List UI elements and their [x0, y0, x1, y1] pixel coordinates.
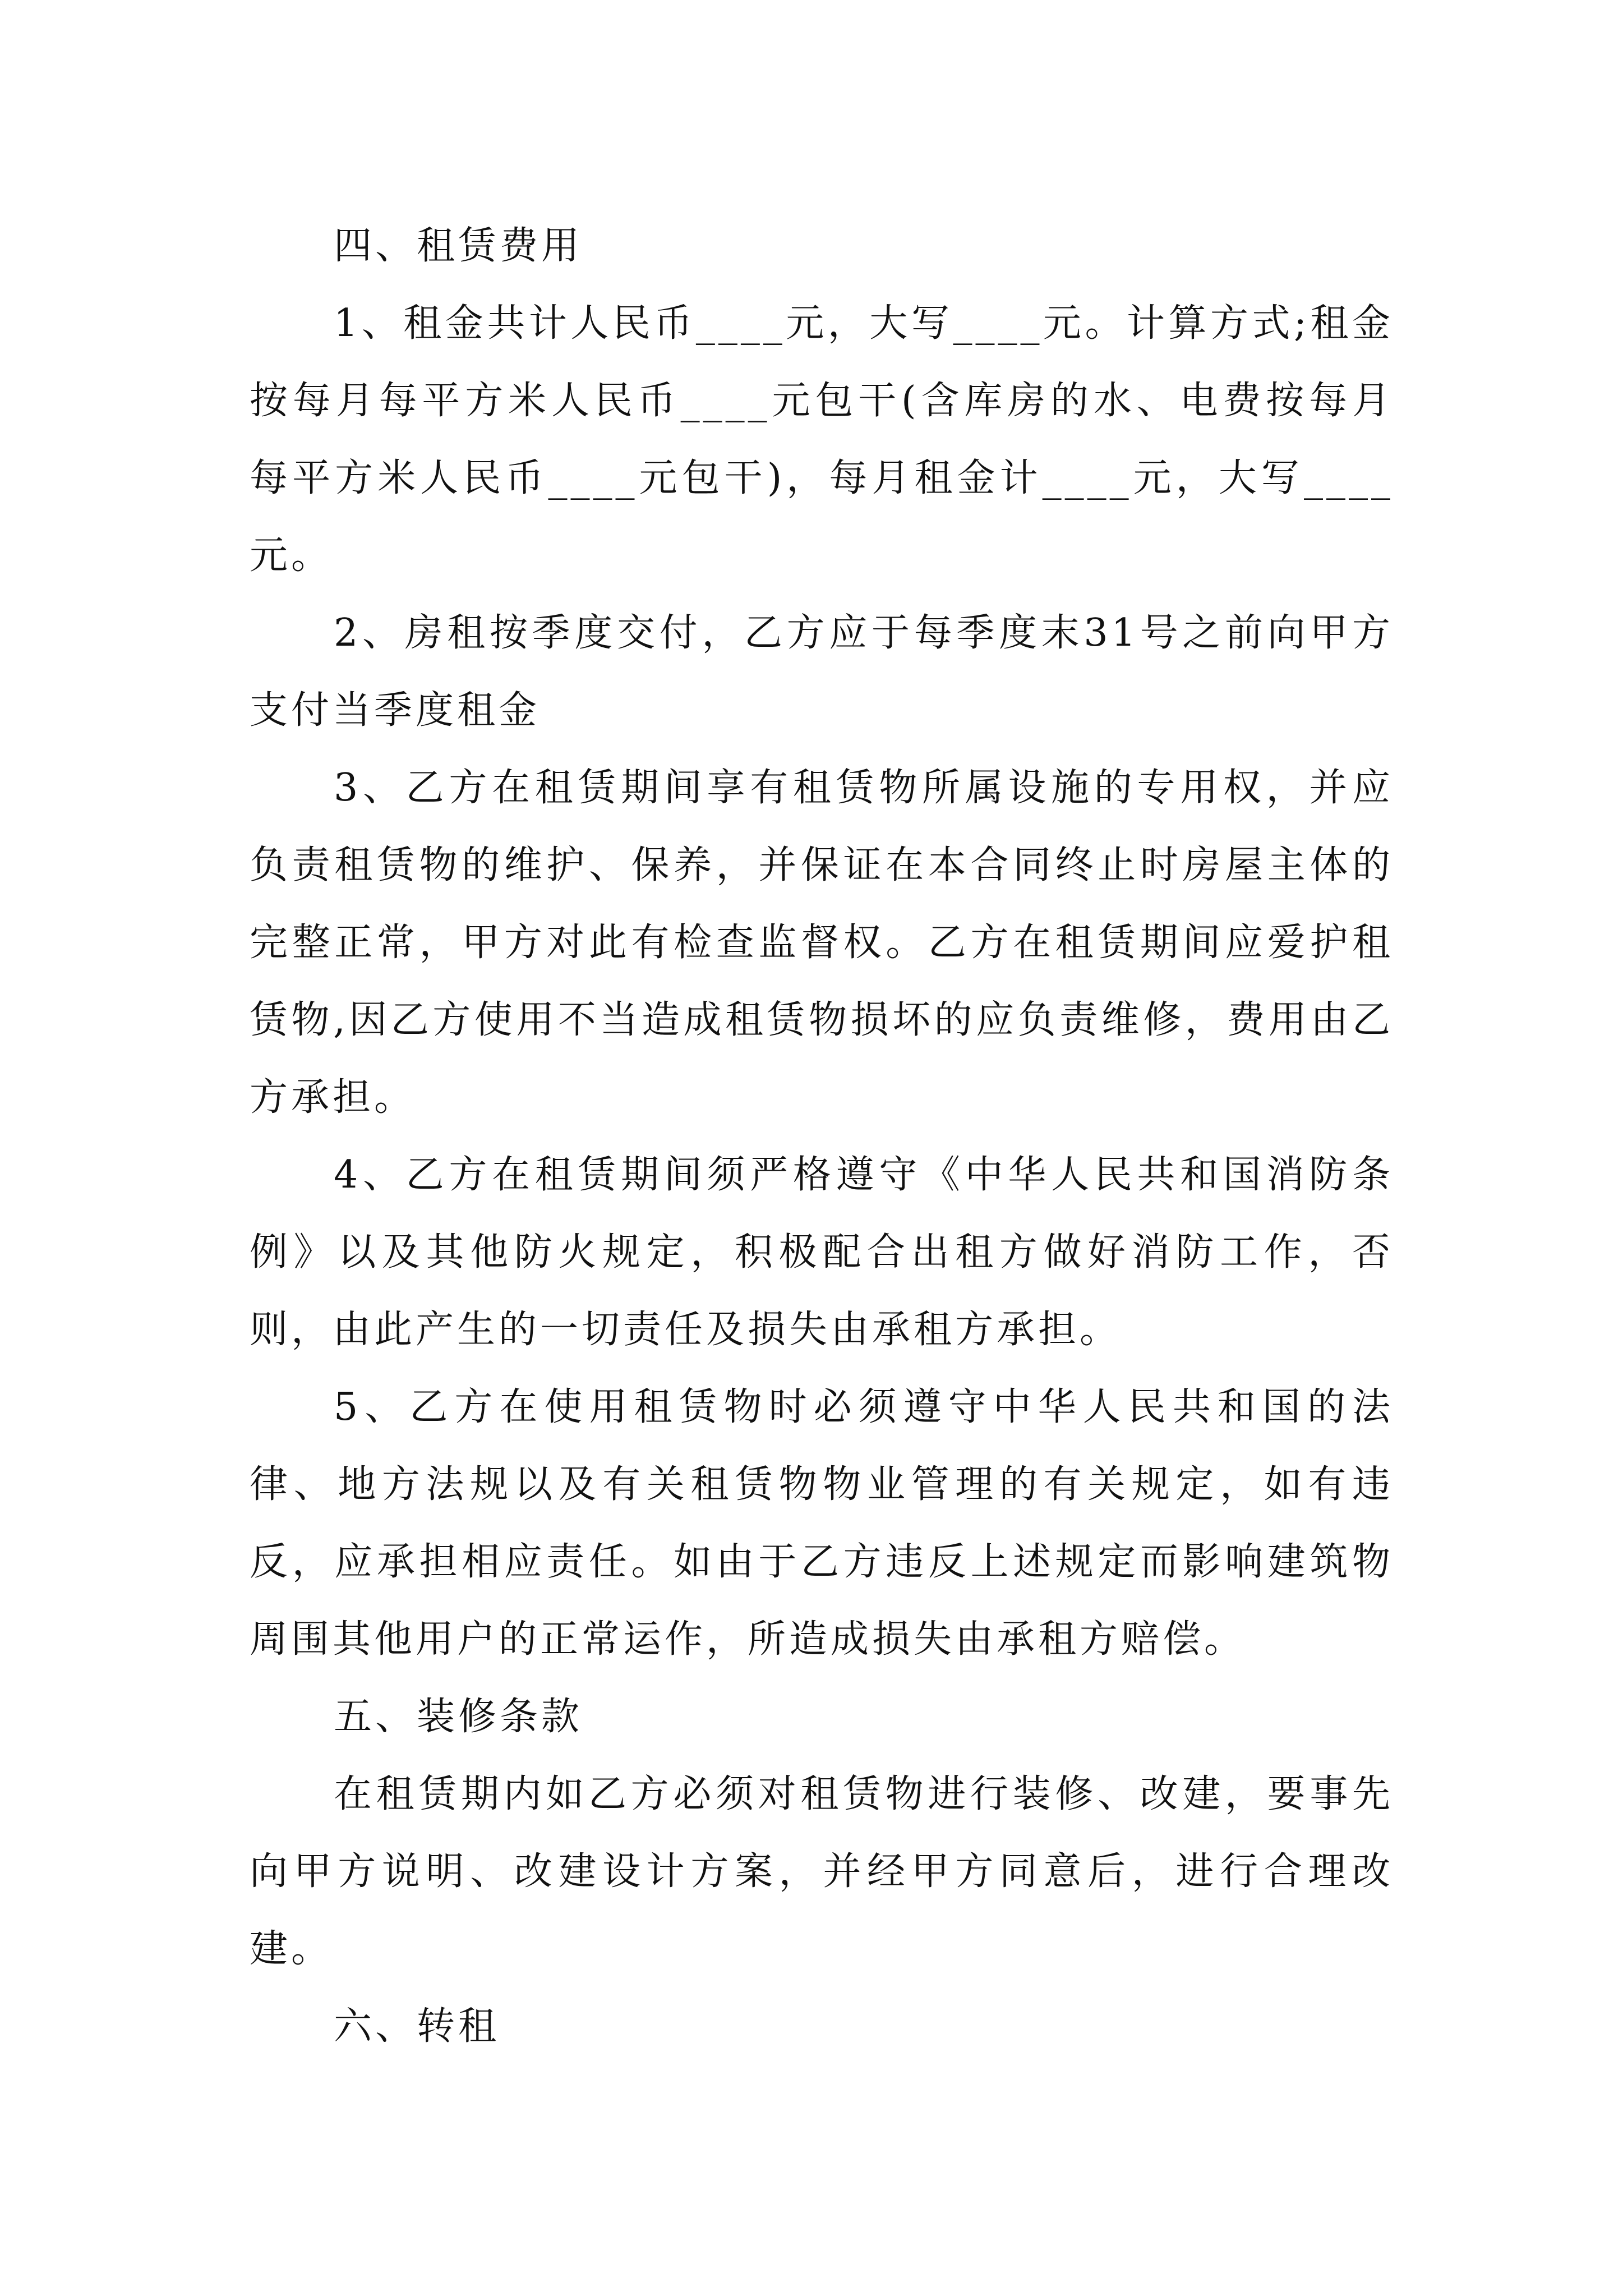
- section-heading-renovation: 五、装修条款: [334, 1695, 583, 1739]
- paragraph-rent-amount: 1、租金共计人民币____元，大写____元。计算方式;租金按每月每平方米人民币____元包干(含库房的水、电费按每月每平方米人民币____元包干)，每月租金计____元，大写____元。: [250, 301, 1394, 578]
- document-body: [250, 208, 1394, 2065]
- paragraph-fire-safety: 4、乙方在租赁期间须严格遵守《中华人民共和国消防条例》以及其他防火规定，积极配合出租方做好消防工作，否则，由此产生的一切责任及损失由承租方承担。: [250, 1153, 1394, 1352]
- paragraph-maintenance: 3、乙方在租赁期间享有租赁物所属设施的专用权，并应负责租赁物的维护、保养，并保证在本合同终止时房屋主体的完整正常，甲方对此有检查监督权。乙方在租赁期间应爱护租赁物,因乙方使用不当造成租赁物损坏的应负责维修，费用由乙方承担。: [250, 766, 1394, 1120]
- section-heading-sublease: 六、转租: [334, 2004, 500, 2049]
- paragraph-payment-schedule: 2、房租按季度交付，乙方应于每季度末31号之前向甲方支付当季度租金: [250, 611, 1394, 733]
- paragraph-legal-compliance: 5、乙方在使用租赁物时必须遵守中华人民共和国的法律、地方法规以及有关租赁物物业管理的有关规定，如有违反，应承担相应责任。如由于乙方违反上述规定而影响建筑物周围其他用户的正常运作，所造成损失由承租方赔偿。: [250, 1385, 1394, 1662]
- paragraph-renovation: 在租赁期内如乙方必须对租赁物进行装修、改建，要事先向甲方说明、改建设计方案，并经甲方同意后，进行合理改建。: [250, 1772, 1394, 1971]
- section-heading-rent-fees: 四、租赁费用: [334, 224, 583, 268]
